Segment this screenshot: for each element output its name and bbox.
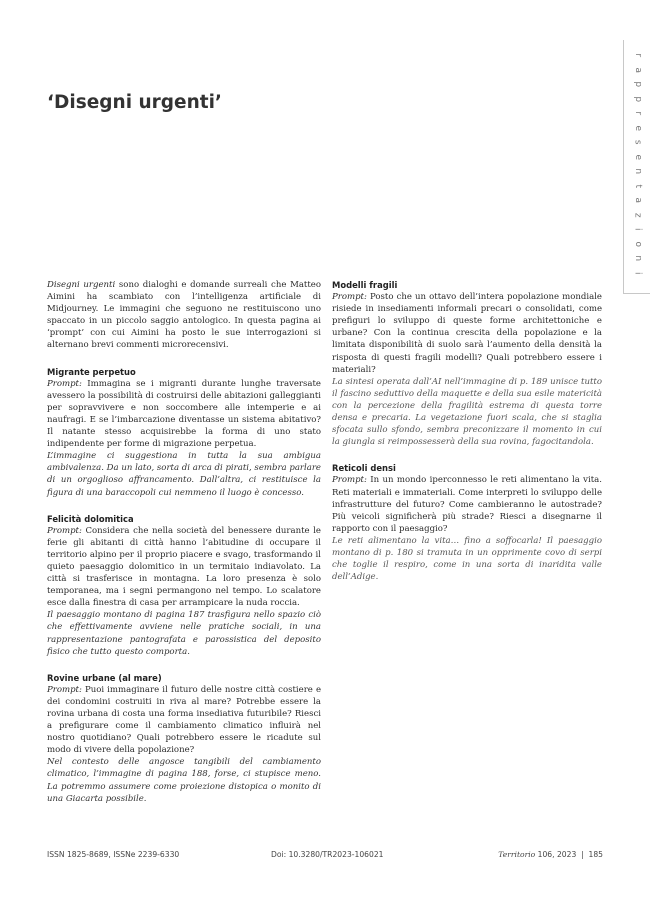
side-tab-letter: i: [632, 271, 643, 275]
footer-issn: ISSN 1825-8689, ISSNe 2239-6330: [47, 850, 180, 859]
footer-journal: [498, 850, 603, 859]
prompt-label: Prompt:: [332, 292, 367, 303]
side-tab-letter: o: [632, 240, 643, 247]
prompt-label: Prompt:: [47, 684, 82, 695]
prompt-text: Immagina se i migranti durante lunghe traversate avessero la possibilità di costruirsi delle abitazioni galleggianti per sopravvivere e non soccombere alle intemperie e ai naufragi. E se l’imbarcazione diventasse un sistema abitativo? Il natante stesso acquisirebbe la forma di uno stato indipendente per forme di migrazione perpetua.: [47, 378, 321, 450]
section-comment: La sintesi operata dall’AI nell’immagine di p. 189 unisce tutto il fascino seduttivo della maquette e della sua esile matericità con la percezione della fragilità estrema di questa torre densa e precaria. La vegetazione fuori scala, che si staglia sfocata sullo sfondo, sembra preconizzare il momento in cui la giungla si reimpossesserà della sua rovina, fagocitandola.: [332, 376, 602, 448]
section-heading: Felicità dolomitica: [47, 513, 134, 524]
page-number: 185: [588, 850, 603, 859]
section-prompt: [47, 378, 321, 451]
section-heading: Rovine urbane (al mare): [47, 672, 162, 683]
side-tab-letter: n: [632, 255, 643, 262]
side-tab-letter: n: [632, 168, 643, 175]
section-comment: Il paesaggio montano di pagina 187 trasfigura nello spazio ciò che effettivamente avviene nelle pratiche sociali, in una rappresentazione pantografata e parossistica del deposito fisico che tutto questo comporta.: [47, 610, 321, 657]
section-heading: Migrante perpetuo: [47, 366, 136, 377]
prompt-label: Prompt:: [332, 475, 367, 486]
prompt-text: In un mondo iperconnesso le reti alimentano la vita. Reti materiali e immateriali. Come interpreti lo sviluppo delle infrastrutture del futuro? Come cambieranno le autostrade? Più veicoli significherà più strade? Riesci a disegnarne il rapporto con il paesaggio?: [332, 475, 602, 534]
prompt-text: Posto che un ottavo dell’intera popolazione mondiale risiede in insediamenti informali precari o consolidati, come prefiguri lo sviluppo di queste forme architettoniche e urbane? Con la continua crescita della popolazione e la limitata disponibilità di suolo sarà l’aumento della densità la risposta di questi fragili modelli? Quali potrebbero essere i materiali?: [332, 292, 602, 375]
right-column: [332, 279, 602, 583]
section-heading: Modelli fragili: [332, 280, 398, 290]
side-tab-letter: a: [632, 66, 643, 73]
intro-text: sono dialoghi e domande surreali che Matteo Aimini ha scambiato con l’intelligenza artificiale di Midjourney. Le immagini che seguono ne restituiscono uno spaccato in un piccolo saggio antologico. In questa pagina ai ‘prompt’ con cui Aimini ha posto le sue interrogazioni si alternano brevi commenti microrecensivi.: [47, 280, 322, 351]
section-reticoli: [332, 462, 602, 583]
section-prompt: [47, 525, 321, 610]
side-tab-letter: r: [632, 53, 643, 58]
side-tab-letter: e: [632, 124, 643, 131]
section-comment: L’immagine ci suggestiona in tutta la sua ambigua ambivalenza. Da un lato, sorta di arca di pirati, sembra parlare di un orgoglioso affrancamento. Dall’altra, ci restituisce la figura di una baraccopoli cui nemmeno il luogo è concesso.: [47, 451, 321, 498]
section-comment: Le reti alimentano la vita… fino a soffocarla! Il paesaggio montano di p. 180 si tramuta in un opprimente covo di serpi che toglie il respiro, come in una sorta di inaridita valle dell’Adige.: [332, 535, 602, 583]
side-tab-letter: s: [632, 139, 643, 145]
side-tab-letter: t: [632, 183, 643, 188]
section-prompt: [47, 684, 321, 757]
section-rovine: [47, 672, 321, 805]
footer-doi: Doi: 10.3280/TR2023-106021: [271, 850, 384, 859]
left-column: [47, 279, 321, 805]
section-prompt: [332, 474, 602, 534]
side-tab-letter: e: [632, 153, 643, 160]
section-modelli: [332, 279, 602, 448]
section-side-tab: [623, 40, 650, 294]
side-tab-letter: p: [632, 81, 643, 88]
section-comment: Nel contesto delle angosce tangibili del cambiamento climatico, l’immagine di pagina 188, forse, ci stupisce meno. La potremmo assumere come proiezione distopica o monito di una Giacarta possibile.: [47, 757, 321, 804]
section-side-tab-label: [624, 48, 650, 280]
footer-journal-name: Territorio: [498, 850, 536, 859]
side-tab-letter: z: [632, 212, 643, 218]
side-tab-letter: a: [632, 197, 643, 204]
footer-journal-issue: 106, 2023: [535, 850, 577, 859]
prompt-label: Prompt:: [47, 378, 82, 389]
section-heading: Reticoli densi: [332, 463, 396, 474]
prompt-text: Considera che nella società del benessere durante le ferie gli abitanti di città hanno l’abitudine di occupare il territorio alpino per il proprio piacere e svago, trasformando il quieto paesaggio dolomitico in un termitaio indiavolato. La città si trasferisce in montagna. La loro presenza è solo temporanea, ma i segni permangono nel tempo. Lo scalatore esce dalla finestra di casa per arrampicare la nuda roccia.: [47, 525, 321, 609]
side-tab-letter: r: [632, 111, 643, 116]
intro-lead: Disegni urgenti: [47, 280, 116, 290]
side-tab-letter: p: [632, 95, 643, 102]
section-felicita: [47, 513, 321, 658]
footer-separator: |: [576, 850, 589, 859]
side-tab-letter: i: [632, 227, 643, 231]
section-prompt: [332, 291, 602, 376]
prompt-label: Prompt:: [47, 525, 82, 536]
article-title: ‘Disegni urgenti’: [47, 92, 222, 113]
intro-paragraph: [47, 279, 321, 352]
section-migrante: [47, 366, 321, 499]
prompt-text: Puoi immaginare il futuro delle nostre città costiere e dei condomini costruiti in riva al mare? Potrebbe essere la rovina urbana di costa una forma insediativa futuribile? Riesci a prefigurare come il cambiamento climatico influirà nel nostro quotidiano? Quali potrebbero essere le ricadute sul modo di vivere della popolazione?: [47, 684, 321, 756]
